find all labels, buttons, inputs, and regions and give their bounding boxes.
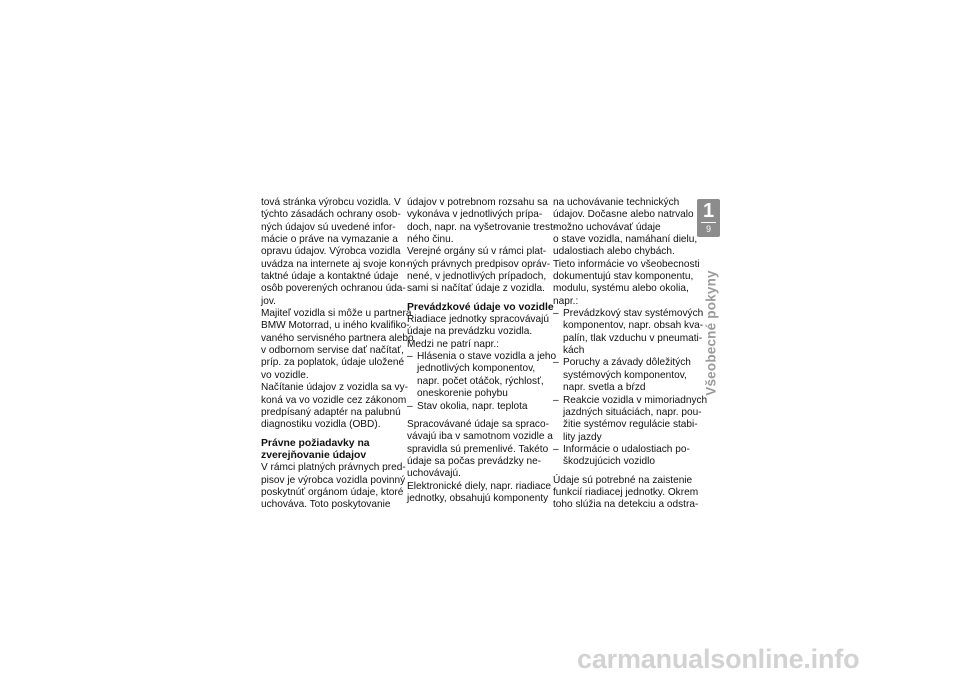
col2-bullet-list xyxy=(407,351,557,413)
chapter-number: 1 xyxy=(702,200,715,222)
chapter-tab xyxy=(697,199,720,237)
text-line: BMW Motorrad, u iného kvalifiko- xyxy=(261,320,410,332)
text-line: Spracovávané údaje sa spraco- xyxy=(407,418,549,430)
text-line: v odbornom servise dať načítať, xyxy=(261,345,404,357)
text-line: funkcií riadiacej jednotky. Okrem xyxy=(553,486,699,498)
col3-paragraphs-2 xyxy=(553,474,699,512)
text-line: Elektronické diely, napr. riadiace xyxy=(407,480,552,492)
text-line: týchto zásadách ochrany osob- xyxy=(261,209,401,221)
bullet-text: Hlásenia o stave vozidla a jeho xyxy=(417,351,557,363)
text-line: predpísaný adaptér na palubnú xyxy=(261,406,401,418)
bullet-text-continued: napr. počet otáčok, rýchlosť, xyxy=(417,375,544,387)
text-line: vaného servisného partnera alebo xyxy=(261,332,414,344)
dash-bullet-icon: – xyxy=(407,400,413,412)
text-line: Načítanie údajov z vozidla sa vy- xyxy=(261,382,408,394)
text-line: údaje na prevádzku vozidla. xyxy=(407,326,533,338)
dash-bullet-icon: – xyxy=(407,351,413,363)
text-line: údajov v potrebnom rozsahu sa xyxy=(407,197,548,208)
text-line: jednotky, obsahujú komponenty xyxy=(407,492,549,504)
text-line: dokumentujú stav komponentu, xyxy=(553,271,694,283)
text-line: opravu údajov. Výrobca vozidla xyxy=(261,246,401,258)
bullet-text-continued: oneskorenie pohybu xyxy=(417,388,508,400)
col2-paragraphs xyxy=(407,197,557,296)
text-line: Riadiace jednotky spracovávajú xyxy=(407,314,549,326)
text-line: vykonáva v jednotlivých prípa- xyxy=(407,209,543,221)
bullet-text-continued: škodzujúcich vozidlo xyxy=(563,456,656,468)
bullet-item xyxy=(407,401,547,413)
text-line: na uchovávanie technických xyxy=(553,197,680,208)
bullet-text-continued: kách xyxy=(563,345,585,357)
text-line: Údaje sú potrebné na zaistenie xyxy=(553,474,693,486)
bullet-text: Prevádzkový stav systémových xyxy=(563,308,704,320)
text-line: údaje sa počas prevádzky ne- xyxy=(407,455,542,467)
bullet-text-continued: jazdných situáciách, napr. pou- xyxy=(563,406,702,418)
heading-line: Právne požiadavky na xyxy=(261,437,370,449)
dash-bullet-icon: – xyxy=(553,443,559,455)
text-line: ného činu. xyxy=(407,234,454,246)
bullet-item xyxy=(553,308,704,320)
text-line: ných právnych predpisov opráv- xyxy=(407,258,551,270)
text-line: napr.: xyxy=(553,295,579,307)
col1-paragraphs-2 xyxy=(261,462,406,511)
bullet-text-continued: systémových komponentov, xyxy=(563,369,687,381)
text-line: nené, v jednotlivých prípadoch, xyxy=(407,271,547,283)
bullet-text: Reakcie vozidla v mimoriadnych xyxy=(563,394,708,406)
text-line: jov. xyxy=(261,295,276,307)
text-line: doch, napr. na vyšetrovanie trest- xyxy=(407,221,557,233)
text-column-2 xyxy=(407,197,557,505)
text-line: vávajú iba v samotnom vozidle a xyxy=(407,431,553,443)
bullet-text-continued: komponentov, napr. obsah kva- xyxy=(563,320,704,332)
bullet-text-continued: žitie systémov regulácie stabi- xyxy=(563,419,698,431)
col2-paragraphs-2 xyxy=(407,314,547,351)
text-line: mácie o práve na vymazanie a xyxy=(261,234,398,246)
text-line: V rámci platných právnych pred- xyxy=(261,462,406,474)
page-number: 9 xyxy=(705,224,711,234)
bullet-text: Informácie o udalostiach po- xyxy=(563,443,690,455)
text-line: spravidla sú premenlivé. Takéto xyxy=(407,443,549,455)
text-line: pisov je výrobca vozidla povinný xyxy=(261,474,406,486)
dash-bullet-icon: – xyxy=(553,308,559,320)
bullet-item xyxy=(553,394,708,407)
text-line: sami si načítať údaje z vozidla. xyxy=(407,283,545,295)
text-line: modulu, systému alebo okolia, xyxy=(553,283,689,295)
text-line: možno uchovávať údaje xyxy=(553,221,661,233)
text-line: toho slúžia na detekciu a odstra- xyxy=(553,499,699,511)
text-line: príp. za poplatok, údaje uložené xyxy=(261,357,405,369)
text-column-1 xyxy=(261,197,414,512)
bullet-text-continued: palín, tlak vzduchu v pneumati- xyxy=(563,332,703,344)
col3-bullet-list xyxy=(553,308,708,468)
text-line: taktné údaje a kontaktné údaje xyxy=(261,271,399,283)
text-line: Majiteľ vozidla si môže u partnera xyxy=(261,308,412,320)
text-line: o stave vozidla, namáhaní dielu, xyxy=(553,234,698,246)
dash-bullet-icon: – xyxy=(553,394,559,406)
text-line: udalostiach alebo chybách. xyxy=(553,246,675,258)
bullet-text-continued: napr. svetla a bŕzd xyxy=(563,382,646,394)
text-line: tová stránka výrobcu vozidla. V xyxy=(261,197,401,208)
text-line: koná va vo vozidle cez zákonom xyxy=(261,394,407,406)
text-line: vo vozidle. xyxy=(261,369,309,381)
section-heading-operating-data: Prevádzkové údaje vo vozidle xyxy=(407,301,554,313)
col1-paragraphs xyxy=(261,197,414,432)
col3-paragraphs xyxy=(553,197,700,308)
text-line: Tieto informácie vo všeobecnosti xyxy=(553,258,700,270)
text-line: poskytnúť orgánom údaje, ktoré xyxy=(261,486,404,498)
chapter-side-title: Všeobecné pokyny xyxy=(703,270,719,396)
text-line: údajov. Dočasne alebo natrvalo xyxy=(553,209,694,221)
heading-line: zverejňovanie údajov xyxy=(261,449,367,461)
text-line: uchovávajú. xyxy=(407,468,461,480)
text-line: ných údajov sú uvedené infor- xyxy=(261,221,396,233)
bullet-item xyxy=(407,351,557,363)
watermark-text: carmanualsonline.info xyxy=(577,644,860,674)
text-line: diagnostiku vozidla (OBD). xyxy=(261,419,381,431)
text-line: uvádza na internete aj svoje kon- xyxy=(261,258,410,270)
bullet-text: Stav okolia, napr. teplota xyxy=(417,400,528,412)
text-line: Verejné orgány sú v rámci plat- xyxy=(407,246,547,258)
tab-divider xyxy=(701,222,716,223)
bullet-item xyxy=(553,444,693,456)
bullet-item xyxy=(553,357,693,369)
dash-bullet-icon: – xyxy=(553,357,559,369)
text-line: uchováva. Toto poskytovanie xyxy=(261,499,391,511)
text-line: osôb poverených ochranou úda- xyxy=(261,283,406,295)
text-column-3 xyxy=(553,197,708,512)
bullet-text-continued: jednotlivých komponentov, xyxy=(417,363,536,375)
col2-paragraphs-3 xyxy=(407,418,553,505)
bullet-text: Poruchy a závady dôležitých xyxy=(563,357,691,369)
text-line: Medzi ne patrí napr.: xyxy=(407,338,500,350)
bullet-text-continued: lity jazdy xyxy=(563,431,602,443)
section-heading-legal xyxy=(261,438,403,463)
